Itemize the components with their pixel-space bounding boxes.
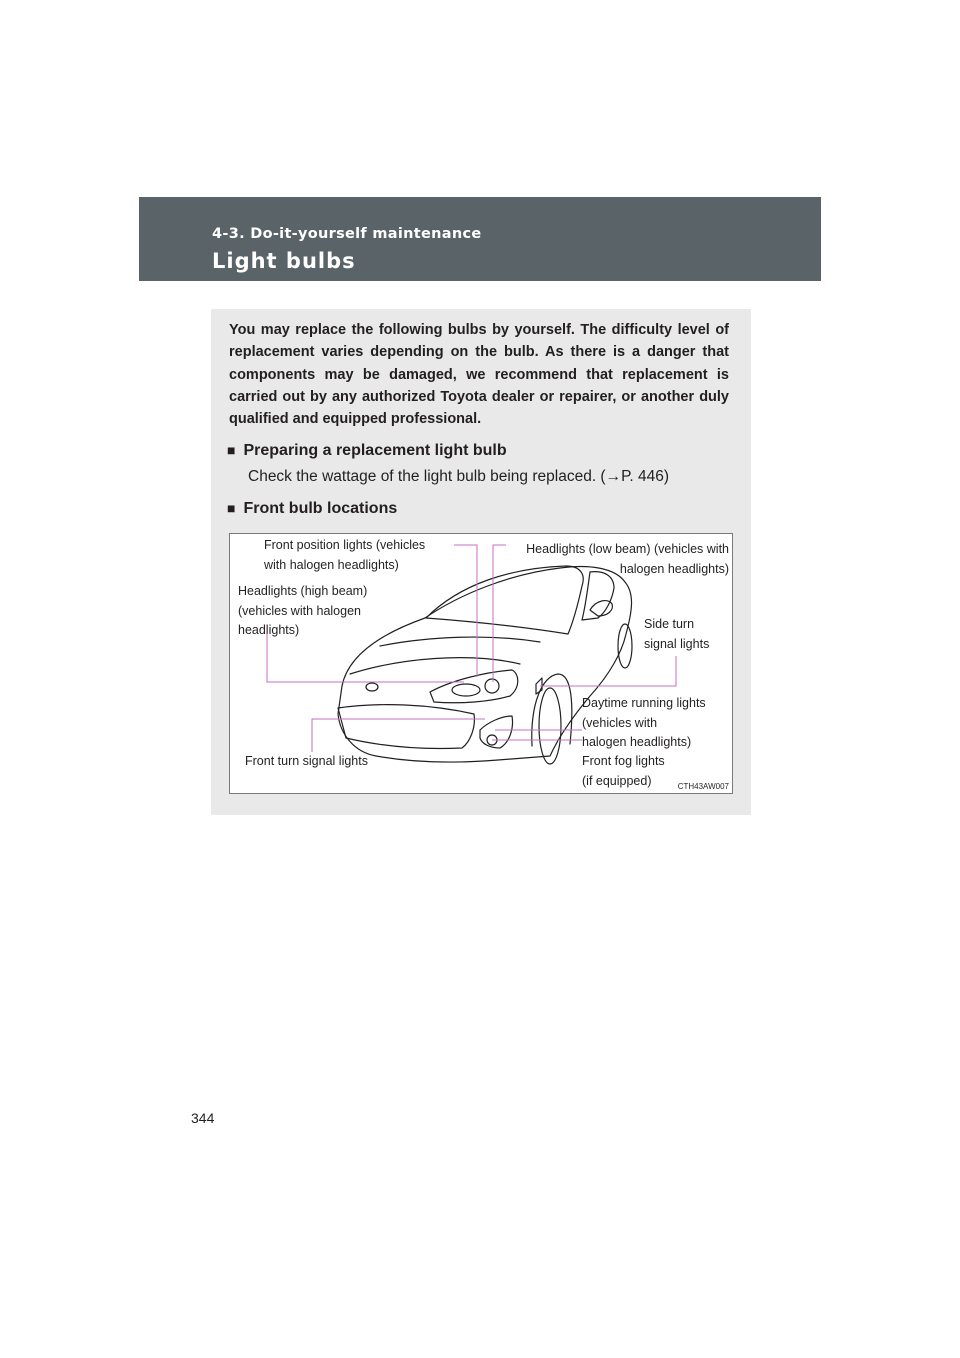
label-line: Front position lights (vehicles: [264, 538, 426, 552]
hood-crease-2: [380, 637, 540, 646]
front-wheel-arch: [532, 674, 572, 746]
headlight-projector: [485, 679, 499, 693]
arrow-right-icon: →: [605, 468, 622, 485]
page-reference-link[interactable]: P. 446): [621, 468, 670, 485]
heading-text: Front bulb locations: [243, 500, 398, 517]
heading-text: Preparing a replacement light bulb: [243, 442, 507, 459]
heading-preparing-bulb: [227, 442, 507, 460]
figure-code: CTH43AW007: [677, 782, 729, 791]
toyota-emblem: [366, 683, 378, 691]
front-grille: [338, 705, 474, 749]
heading-front-bulb-locations: [227, 500, 397, 518]
front-bulb-diagram: [229, 533, 733, 794]
instruction-text: Check the wattage of the light bulb being replaced. (: [248, 468, 606, 485]
label-line: (vehicles with halogen: [238, 603, 361, 618]
chapter-header: [139, 197, 821, 281]
section-label: 4-3. Do-it-yourself maintenance: [212, 226, 482, 242]
bullet-square-icon: ■: [227, 500, 236, 516]
front-wheel: [539, 688, 561, 764]
label-front-fog-lights: [582, 752, 665, 791]
label-daytime-running-lights: [582, 694, 706, 753]
rear-wheel: [618, 624, 632, 668]
label-low-beam-headlights: [526, 540, 729, 579]
label-front-turn-signal-lights: Front turn signal lights: [245, 754, 368, 768]
label-line: Daytime running lights: [582, 696, 706, 710]
label-high-beam-headlights: [238, 582, 367, 641]
bullet-square-icon: ■: [227, 442, 236, 458]
label-line: Headlights (high beam): [238, 584, 368, 598]
label-line: signal lights: [644, 636, 710, 651]
leader-side-turn: [540, 656, 676, 686]
leader-low-beam: [493, 545, 506, 682]
label-line: Headlights (low beam) (vehicles with: [526, 542, 729, 556]
label-line: with halogen headlights): [264, 557, 399, 572]
label-line: (if equipped): [582, 773, 652, 788]
label-front-position-lights: [264, 536, 425, 575]
page-title: Light bulbs: [212, 249, 356, 273]
wattage-instruction: [248, 468, 669, 486]
intro-paragraph: You may replace the following bulbs by yourself. The difficulty level of replacement varies depending on the bulb. As there is a danger that components may be damaged, we recommend that replacement is carried out by any authorized Toyota dealer or repairer, or another duly qualified and equipped professional.: [229, 322, 729, 428]
label-line: headlights): [238, 623, 300, 637]
label-line: Side turn: [644, 617, 695, 631]
label-side-turn-signal-lights: [644, 615, 709, 654]
content-panel: [211, 309, 751, 815]
headlight-outline: [430, 670, 518, 703]
headlight-inner: [452, 684, 480, 696]
label-line: Front fog lights: [582, 754, 665, 768]
page-number: 344: [191, 1110, 215, 1126]
label-line: halogen headlights): [619, 561, 729, 576]
label-line: halogen headlights): [582, 735, 692, 749]
label-line: (vehicles with: [582, 715, 658, 730]
